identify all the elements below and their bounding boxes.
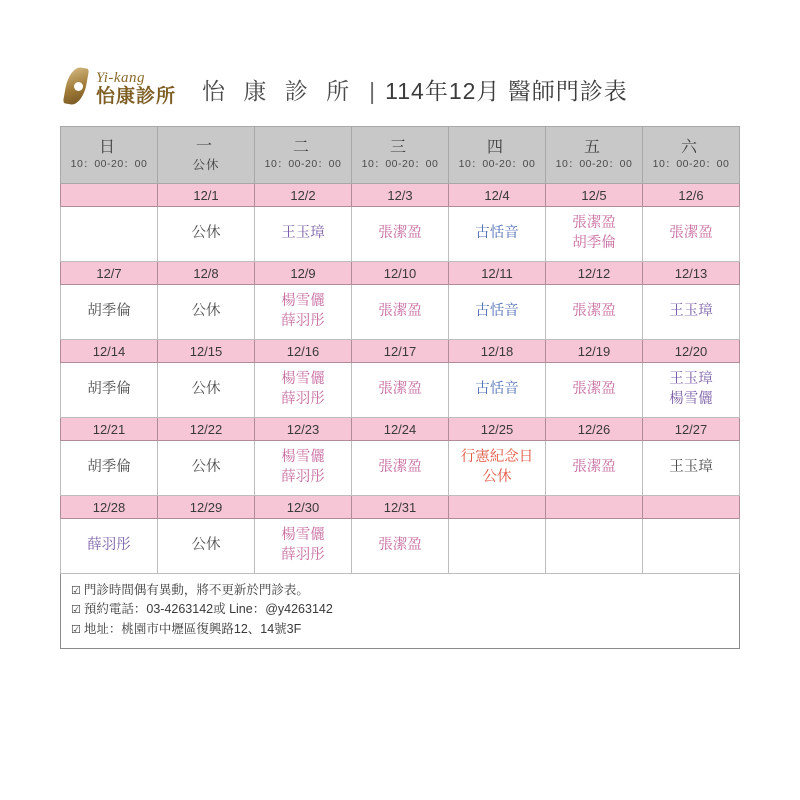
doctor-name: 胡季倫 xyxy=(572,235,616,251)
footer-notes xyxy=(60,574,740,649)
doctor-name: 薛羽彤 xyxy=(281,469,325,485)
doctor-cell xyxy=(643,441,740,496)
doctor-name: 王玉璋 xyxy=(281,225,325,242)
column-time-label: 10：00-20：00 xyxy=(264,158,342,171)
doctor-cell xyxy=(643,285,740,340)
doctor-name: 胡季倫 xyxy=(87,381,131,398)
doctor-name: 王玉璋 xyxy=(669,303,713,320)
title-wrap xyxy=(202,73,628,106)
date-cell: 12/14 xyxy=(61,340,158,363)
logo-text-zh: 怡康診所 xyxy=(96,85,177,107)
doctor-cell xyxy=(158,363,255,418)
doctor-cell xyxy=(546,207,643,262)
column-day-label: 四 xyxy=(486,139,507,157)
column-header-friday xyxy=(546,127,643,184)
note-text: 預約電話：03-4263142或 Line：@y4263142 xyxy=(83,602,333,617)
doctor-cell xyxy=(643,207,740,262)
doctor-cell xyxy=(352,207,449,262)
table-date-row xyxy=(61,418,740,441)
date-cell: 12/10 xyxy=(352,262,449,285)
leaf-logo-icon xyxy=(60,65,94,113)
logo-text-en: Yi-kang xyxy=(96,70,146,87)
doctor-cell xyxy=(61,363,158,418)
date-cell xyxy=(449,496,546,519)
date-cell: 12/27 xyxy=(643,418,740,441)
note-text: 地址：桃園市中壢區復興路12、14號3F xyxy=(83,621,302,636)
date-cell: 12/8 xyxy=(158,262,255,285)
date-cell: 12/25 xyxy=(449,418,546,441)
doctor-name: 古恬音 xyxy=(475,303,519,320)
table-row xyxy=(61,519,740,574)
logo-text xyxy=(96,71,176,107)
date-cell: 12/23 xyxy=(255,418,352,441)
date-cell: 12/18 xyxy=(449,340,546,363)
column-time-label: 10：00-20：00 xyxy=(652,158,730,171)
date-cell: 12/7 xyxy=(61,262,158,285)
table-body xyxy=(61,184,740,574)
date-cell: 12/20 xyxy=(643,340,740,363)
doctor-cell xyxy=(61,207,158,262)
doctor-cell xyxy=(546,363,643,418)
clinic-name: 怡 康 診 所 xyxy=(202,77,356,104)
doctor-name: 張潔盈 xyxy=(378,459,422,476)
date-cell: 12/28 xyxy=(61,496,158,519)
doctor-name: 張潔盈 xyxy=(378,225,422,242)
doctor-name: 楊雪儷 xyxy=(281,527,325,544)
doctor-name: 公休 xyxy=(191,225,221,242)
column-header-tuesday xyxy=(255,127,352,184)
column-day-label: 五 xyxy=(583,139,604,157)
doctor-name: 薛羽彤 xyxy=(281,313,325,329)
date-cell: 12/2 xyxy=(255,184,352,207)
note-line xyxy=(71,600,729,619)
doctor-cell xyxy=(61,441,158,496)
doctor-name: 楊雪儷 xyxy=(281,449,325,466)
date-cell xyxy=(61,184,158,207)
table-header xyxy=(61,127,740,184)
doctor-name: 張潔盈 xyxy=(572,459,616,476)
checkbox-icon: ☑ xyxy=(71,623,81,636)
table-row xyxy=(61,207,740,262)
doctor-name: 公休 xyxy=(191,537,221,554)
doctor-cell xyxy=(352,363,449,418)
doctor-cell xyxy=(255,207,352,262)
doctor-cell xyxy=(158,285,255,340)
date-cell: 12/21 xyxy=(61,418,158,441)
column-time-label: 10：00-20：00 xyxy=(555,158,633,171)
doctor-cell xyxy=(546,519,643,574)
doctor-cell xyxy=(255,519,352,574)
page-header xyxy=(60,0,740,120)
date-cell: 12/6 xyxy=(643,184,740,207)
clinic-logo xyxy=(60,58,180,120)
doctor-cell xyxy=(643,519,740,574)
doctor-cell xyxy=(61,285,158,340)
doctor-name: 古恬音 xyxy=(475,381,519,398)
date-cell: 12/1 xyxy=(158,184,255,207)
date-cell: 12/26 xyxy=(546,418,643,441)
doctor-cell xyxy=(61,519,158,574)
column-day-label: 二 xyxy=(292,139,313,157)
doctor-cell xyxy=(255,285,352,340)
doctor-name: 公休 xyxy=(482,469,512,485)
doctor-name: 楊雪儷 xyxy=(669,391,713,407)
doctor-cell xyxy=(255,363,352,418)
date-cell: 12/11 xyxy=(449,262,546,285)
date-cell: 12/15 xyxy=(158,340,255,363)
column-header-sunday xyxy=(61,127,158,184)
checkbox-icon: ☑ xyxy=(71,604,81,617)
date-cell xyxy=(546,496,643,519)
doctor-name: 行憲紀念日 xyxy=(460,449,534,466)
doctor-name: 薛羽彤 xyxy=(281,547,325,563)
column-header-thursday xyxy=(449,127,546,184)
date-cell: 12/9 xyxy=(255,262,352,285)
note-line xyxy=(71,581,729,600)
table-row xyxy=(61,441,740,496)
doctor-name: 張潔盈 xyxy=(378,303,422,320)
date-cell: 12/13 xyxy=(643,262,740,285)
doctor-cell xyxy=(352,441,449,496)
doctor-cell xyxy=(449,207,546,262)
date-cell: 12/31 xyxy=(352,496,449,519)
table-row xyxy=(61,363,740,418)
doctor-cell xyxy=(158,207,255,262)
doctor-name: 胡季倫 xyxy=(87,459,131,476)
date-cell: 12/22 xyxy=(158,418,255,441)
column-day-label: 日 xyxy=(98,139,119,157)
header-row xyxy=(61,127,740,184)
doctor-cell xyxy=(352,285,449,340)
doctor-cell xyxy=(352,519,449,574)
page-title: 114年12月 醫師門診表 xyxy=(385,77,628,104)
doctor-name: 張潔盈 xyxy=(572,215,616,232)
column-time-label: 10：00-20：00 xyxy=(361,158,439,171)
doctor-name: 薛羽彤 xyxy=(87,537,131,554)
column-header-wednesday xyxy=(352,127,449,184)
doctor-cell xyxy=(255,441,352,496)
checkbox-icon: ☑ xyxy=(71,585,81,597)
date-cell: 12/19 xyxy=(546,340,643,363)
doctor-cell xyxy=(546,441,643,496)
date-cell: 12/16 xyxy=(255,340,352,363)
doctor-name: 張潔盈 xyxy=(572,303,616,320)
column-day-label: 六 xyxy=(680,139,701,157)
doctor-name: 公休 xyxy=(191,381,221,398)
doctor-name: 薛羽彤 xyxy=(281,391,325,407)
doctor-name: 張潔盈 xyxy=(669,225,713,242)
date-cell: 12/3 xyxy=(352,184,449,207)
doctor-cell xyxy=(643,363,740,418)
schedule-table xyxy=(60,126,740,574)
table-date-row xyxy=(61,262,740,285)
doctor-cell xyxy=(158,519,255,574)
table-date-row xyxy=(61,184,740,207)
doctor-cell xyxy=(449,519,546,574)
doctor-name: 張潔盈 xyxy=(378,537,422,554)
note-text: 門診時間偶有異動，將不更新於門診表。 xyxy=(83,583,309,597)
doctor-cell xyxy=(158,441,255,496)
doctor-name: 公休 xyxy=(191,303,221,320)
doctor-cell xyxy=(546,285,643,340)
doctor-name: 楊雪儷 xyxy=(281,293,325,310)
column-day-label: 一 xyxy=(195,137,216,155)
doctor-name: 張潔盈 xyxy=(378,381,422,398)
column-off-label: 公休 xyxy=(192,157,220,172)
doctor-name: 公休 xyxy=(191,459,221,476)
date-cell: 12/30 xyxy=(255,496,352,519)
date-cell: 12/17 xyxy=(352,340,449,363)
table-date-row xyxy=(61,340,740,363)
table-date-row xyxy=(61,496,740,519)
doctor-cell xyxy=(449,285,546,340)
doctor-name: 古恬音 xyxy=(475,225,519,242)
column-time-label: 10：00-20：00 xyxy=(70,158,148,171)
doctor-name: 王玉璋 xyxy=(669,371,713,388)
doctor-name: 張潔盈 xyxy=(572,381,616,398)
column-header-monday xyxy=(158,127,255,184)
column-time-label: 10：00-20：00 xyxy=(458,158,536,171)
doctor-name: 王玉璋 xyxy=(669,459,713,476)
date-cell: 12/5 xyxy=(546,184,643,207)
table-row xyxy=(61,285,740,340)
date-cell: 12/24 xyxy=(352,418,449,441)
doctor-name: 胡季倫 xyxy=(87,303,131,320)
title-separator: | xyxy=(369,77,376,104)
note-line xyxy=(71,620,729,639)
date-cell: 12/4 xyxy=(449,184,546,207)
date-cell xyxy=(643,496,740,519)
doctor-cell xyxy=(449,441,546,496)
column-day-label: 三 xyxy=(389,139,410,157)
doctor-cell xyxy=(449,363,546,418)
column-header-saturday xyxy=(643,127,740,184)
date-cell: 12/29 xyxy=(158,496,255,519)
doctor-name: 楊雪儷 xyxy=(281,371,325,388)
date-cell: 12/12 xyxy=(546,262,643,285)
